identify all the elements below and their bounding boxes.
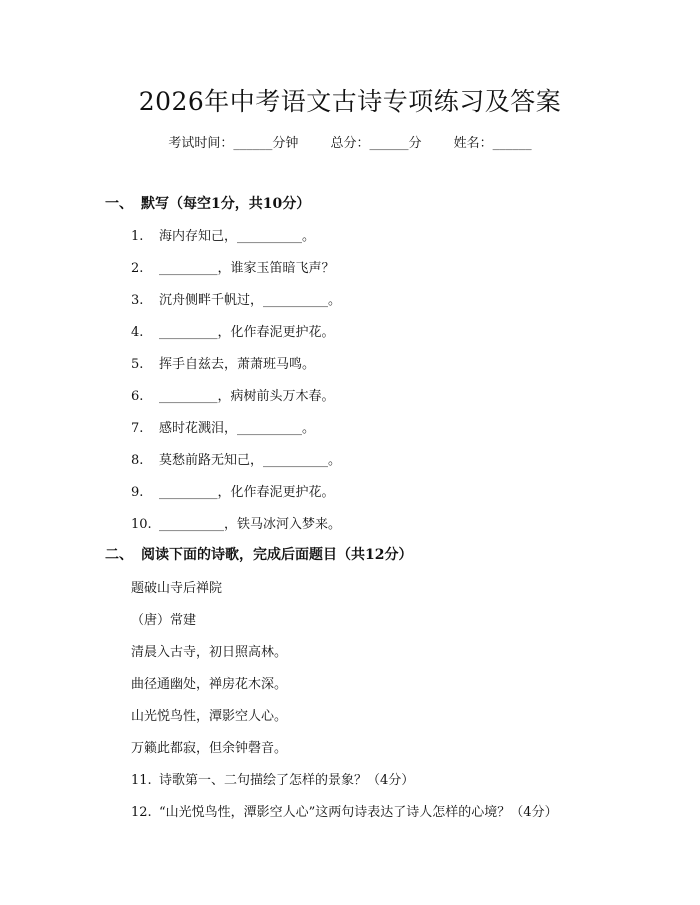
question-number: 12. — [131, 805, 152, 820]
question-number: 3. — [131, 293, 144, 308]
question-text: _________，谁家玉笛暗飞声？ — [159, 261, 335, 276]
question-number: 11. — [131, 773, 152, 788]
exam-score-field: 总分：______分 — [330, 136, 422, 151]
question-9 — [131, 481, 335, 500]
question-number: 7. — [131, 421, 144, 436]
question-4 — [131, 321, 335, 340]
poem-line-1: 清晨入古寺，初日照高林。 — [131, 645, 288, 660]
question-text: 海内存知己，__________。 — [159, 229, 316, 244]
question-1 — [131, 225, 315, 244]
question-number: 1. — [131, 229, 144, 244]
section-2-title: 阅读下面的诗歌，完成后面题目（共12分） — [141, 547, 413, 563]
poem-line-3: 山光悦鸟性，潭影空人心。 — [131, 709, 288, 724]
question-10 — [131, 513, 341, 532]
poem-author: （唐）常建 — [131, 613, 197, 628]
section-2-number: 二、 — [105, 547, 133, 563]
question-number: 4. — [131, 325, 144, 340]
question-text: 沉舟侧畔千帆过，__________。 — [159, 293, 342, 308]
poem-title: 题破山寺后禅院 — [131, 581, 223, 596]
question-6 — [131, 385, 335, 404]
section-2-heading — [105, 544, 412, 564]
question-2 — [131, 257, 335, 276]
poem-line-4: 万籁此都寂，但余钟磬音。 — [131, 741, 288, 756]
exam-meta — [0, 132, 700, 151]
page-title: 2026年中考语文古诗专项练习及答案 — [138, 87, 562, 116]
question-3 — [131, 289, 341, 308]
question-text: __________，铁马冰河入梦来。 — [159, 517, 342, 532]
poem-line-2: 曲径通幽处，禅房花木深。 — [131, 677, 288, 692]
question-text: 感时花溅泪，__________。 — [159, 421, 316, 436]
question-number: 2. — [131, 261, 144, 276]
question-text: “山光悦鸟性，潭影空人心”这两句诗表达了诗人怎样的心境？（4分） — [159, 805, 558, 820]
question-12 — [131, 801, 558, 820]
question-text: _________，化作春泥更护花。 — [159, 485, 335, 500]
question-text: _________，病树前头万木春。 — [159, 389, 335, 404]
exam-name-field: 姓名：______ — [453, 136, 532, 151]
section-1-title: 默写（每空1分，共10分） — [141, 196, 311, 212]
question-number: 10. — [131, 517, 152, 532]
question-5 — [131, 353, 315, 372]
question-text: 莫愁前路无知己，__________。 — [159, 453, 342, 468]
question-11 — [131, 769, 414, 788]
question-text: 诗歌第一、二句描绘了怎样的景象？（4分） — [159, 773, 415, 788]
question-number: 8. — [131, 453, 144, 468]
section-1-number: 一、 — [105, 196, 133, 212]
question-number: 9. — [131, 485, 144, 500]
section-1-heading — [105, 193, 310, 213]
exam-time-field: 考试时间：______分钟 — [168, 136, 299, 151]
question-number: 5. — [131, 357, 144, 372]
question-8 — [131, 449, 341, 468]
question-7 — [131, 417, 315, 436]
question-text: _________，化作春泥更护花。 — [159, 325, 335, 340]
question-number: 6. — [131, 389, 144, 404]
question-text: 挥手自兹去，萧萧班马鸣。 — [159, 357, 316, 372]
